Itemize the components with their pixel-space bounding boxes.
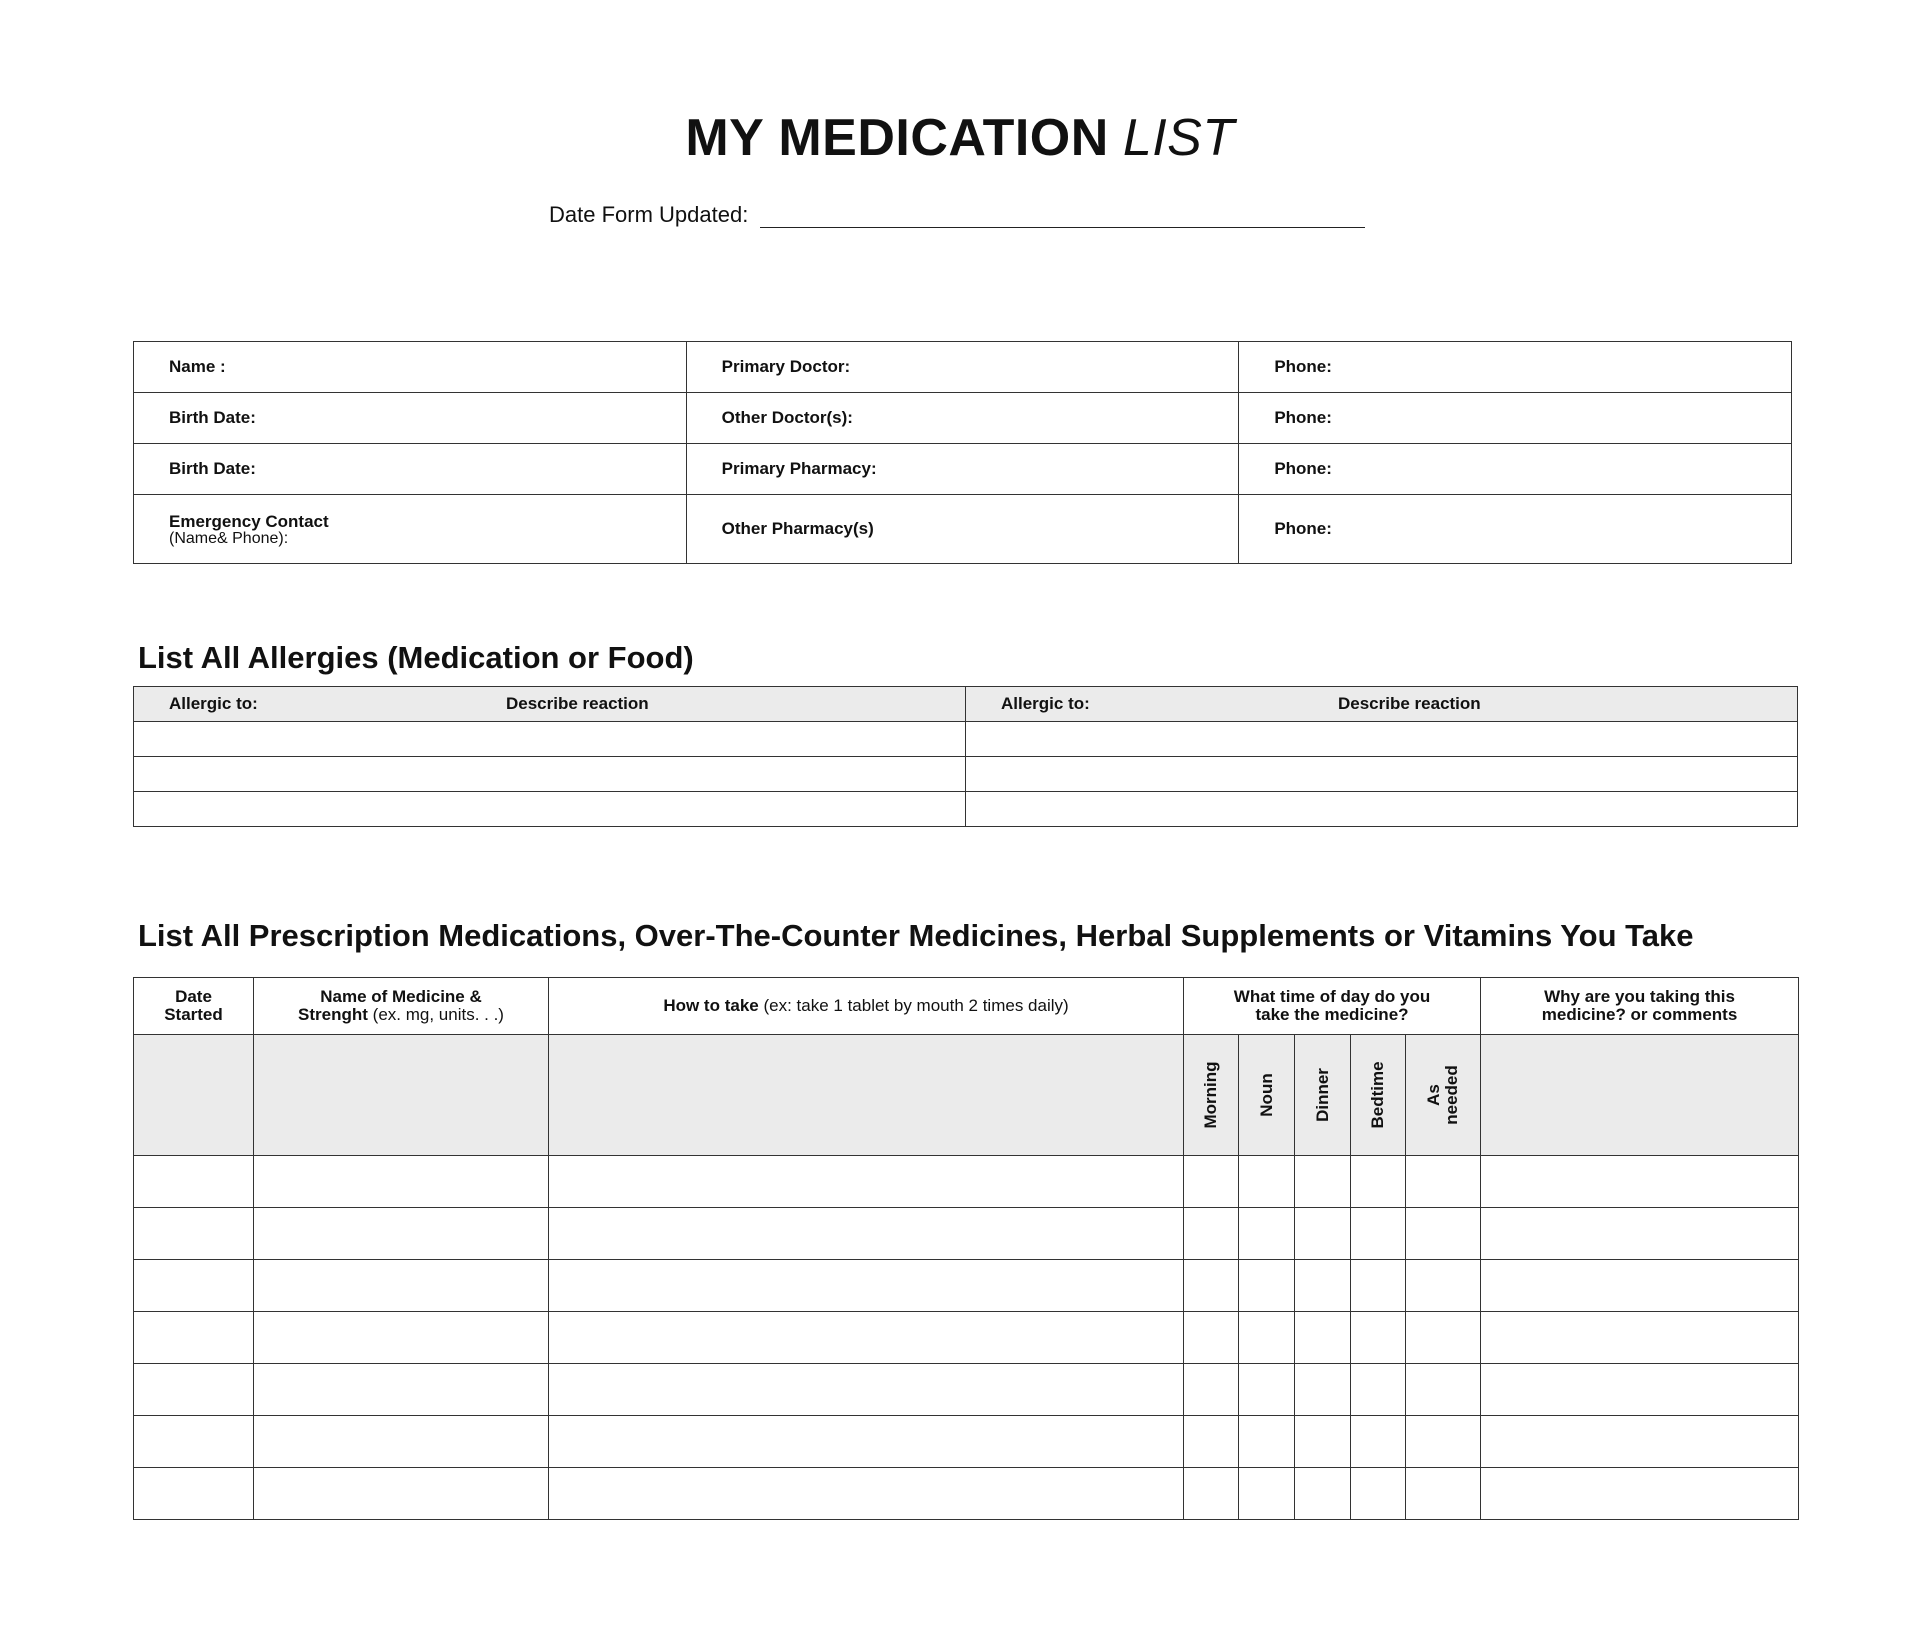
subheader-blank xyxy=(1481,1035,1799,1156)
col-how-to-take xyxy=(549,978,1184,1035)
allergies-header-row xyxy=(134,687,1798,722)
allergy-cell[interactable] xyxy=(134,722,966,757)
info-row xyxy=(134,342,1792,393)
other-pharmacy-field[interactable]: Other Pharmacy(s) xyxy=(686,495,1239,564)
medication-cell[interactable] xyxy=(1351,1260,1406,1312)
as-needed-line1: As xyxy=(1424,1084,1444,1106)
col-medicine-name xyxy=(254,978,549,1035)
medication-cell[interactable] xyxy=(1351,1364,1406,1416)
medication-cell[interactable] xyxy=(1406,1260,1481,1312)
medication-cell[interactable] xyxy=(134,1468,254,1520)
phone-field[interactable]: Phone: xyxy=(1239,495,1792,564)
medication-cell[interactable] xyxy=(1351,1312,1406,1364)
col-name-line2: Strenght xyxy=(298,1005,368,1024)
info-row xyxy=(134,393,1792,444)
time-bedtime xyxy=(1351,1035,1406,1156)
medication-cell[interactable] xyxy=(1239,1364,1295,1416)
medication-cell[interactable] xyxy=(549,1156,1184,1208)
medication-cell[interactable] xyxy=(1481,1260,1799,1312)
medication-row xyxy=(134,1416,1799,1468)
phone-field[interactable]: Phone: xyxy=(1239,342,1792,393)
medications-title: List All Prescription Medications, Over-The-Counter Medicines, Herbal Supplements or Vitamins You Take xyxy=(138,918,1694,953)
primary-pharmacy-field[interactable]: Primary Pharmacy: xyxy=(686,444,1239,495)
info-row xyxy=(134,495,1792,564)
birth-date-field[interactable]: Birth Date: xyxy=(134,444,687,495)
col-name-line1: Name of Medicine & xyxy=(320,987,482,1006)
page-title xyxy=(0,108,1920,168)
medication-cell[interactable] xyxy=(254,1416,549,1468)
medication-cell[interactable] xyxy=(549,1260,1184,1312)
col-date-line2: Started xyxy=(164,1005,223,1024)
medication-cell[interactable] xyxy=(1239,1156,1295,1208)
allergic-to-label: Allergic to: xyxy=(169,694,258,713)
medication-cell[interactable] xyxy=(134,1260,254,1312)
medication-cell[interactable] xyxy=(1481,1364,1799,1416)
subheader-blank xyxy=(549,1035,1184,1156)
medication-cell[interactable] xyxy=(1184,1312,1239,1364)
medication-cell[interactable] xyxy=(1239,1312,1295,1364)
medication-cell[interactable] xyxy=(134,1416,254,1468)
col-why-line1: Why are you taking this xyxy=(1544,987,1735,1006)
date-updated-label: Date Form Updated: xyxy=(549,202,749,227)
medication-row xyxy=(134,1364,1799,1416)
primary-doctor-field[interactable]: Primary Doctor: xyxy=(686,342,1239,393)
medication-row xyxy=(134,1208,1799,1260)
describe-reaction-label: Describe reaction xyxy=(1338,694,1481,713)
allergies-header-left xyxy=(134,687,966,722)
medication-row xyxy=(134,1156,1799,1208)
col-time-line2: take the medicine? xyxy=(1255,1005,1409,1024)
medication-cell[interactable] xyxy=(1184,1156,1239,1208)
emergency-contact-sub: (Name& Phone): xyxy=(169,530,289,547)
medication-cell[interactable] xyxy=(549,1468,1184,1520)
medication-cell[interactable] xyxy=(134,1208,254,1260)
medication-cell[interactable] xyxy=(1295,1468,1351,1520)
col-time-of-day xyxy=(1184,978,1481,1035)
other-doctors-field[interactable]: Other Doctor(s): xyxy=(686,393,1239,444)
allergy-cell[interactable] xyxy=(966,792,1798,827)
medication-cell[interactable] xyxy=(254,1208,549,1260)
as-needed-line2: needed xyxy=(1442,1065,1462,1125)
medication-cell[interactable] xyxy=(1481,1208,1799,1260)
allergies-table xyxy=(133,686,1798,827)
medication-cell[interactable] xyxy=(1406,1312,1481,1364)
info-row xyxy=(134,444,1792,495)
medication-cell[interactable] xyxy=(1184,1208,1239,1260)
time-bedtime-label: Bedtime xyxy=(1368,1061,1387,1129)
medication-cell[interactable] xyxy=(1295,1260,1351,1312)
medication-cell[interactable] xyxy=(549,1208,1184,1260)
medication-cell[interactable] xyxy=(1481,1416,1799,1468)
time-as-needed xyxy=(1406,1035,1481,1156)
col-why xyxy=(1481,978,1799,1035)
medication-cell[interactable] xyxy=(1351,1156,1406,1208)
col-how-example: (ex: take 1 tablet by mouth 2 times daily) xyxy=(763,996,1069,1015)
date-updated-row xyxy=(549,202,1365,228)
med-subheader-row xyxy=(134,1035,1799,1156)
allergy-row xyxy=(134,722,1798,757)
time-noon-label: Noun xyxy=(1256,1073,1276,1117)
medication-cell[interactable] xyxy=(254,1156,549,1208)
medication-cell[interactable] xyxy=(254,1260,549,1312)
time-dinner-label: Dinner xyxy=(1312,1068,1332,1122)
time-noon xyxy=(1239,1035,1295,1156)
medication-row xyxy=(134,1260,1799,1312)
medication-cell[interactable] xyxy=(1481,1468,1799,1520)
medication-cell[interactable] xyxy=(1406,1364,1481,1416)
medication-cell[interactable] xyxy=(1239,1416,1295,1468)
medication-cell[interactable] xyxy=(549,1416,1184,1468)
medication-row xyxy=(134,1468,1799,1520)
col-date-line1: Date xyxy=(175,987,212,1006)
medication-cell[interactable] xyxy=(1184,1364,1239,1416)
medication-cell[interactable] xyxy=(1239,1260,1295,1312)
allergy-row xyxy=(134,757,1798,792)
medication-cell[interactable] xyxy=(1351,1208,1406,1260)
describe-reaction-label: Describe reaction xyxy=(506,694,649,713)
medication-cell[interactable] xyxy=(254,1312,549,1364)
time-morning xyxy=(1184,1035,1239,1156)
emergency-contact-field[interactable] xyxy=(134,495,687,564)
medication-cell[interactable] xyxy=(1481,1312,1799,1364)
allergies-header-right xyxy=(966,687,1798,722)
emergency-contact-label: Emergency Contact xyxy=(169,512,329,531)
medication-cell[interactable] xyxy=(1295,1208,1351,1260)
allergy-cell[interactable] xyxy=(966,722,1798,757)
medication-cell[interactable] xyxy=(254,1468,549,1520)
medication-cell[interactable] xyxy=(1481,1156,1799,1208)
name-field[interactable]: Name : xyxy=(134,342,687,393)
allergy-cell[interactable] xyxy=(134,792,966,827)
allergy-cell[interactable] xyxy=(134,757,966,792)
medication-cell[interactable] xyxy=(1239,1208,1295,1260)
medication-cell[interactable] xyxy=(1351,1468,1406,1520)
medication-cell[interactable] xyxy=(134,1156,254,1208)
subheader-blank xyxy=(254,1035,549,1156)
medication-cell[interactable] xyxy=(1184,1468,1239,1520)
med-header-row xyxy=(134,978,1799,1035)
col-time-line1: What time of day do you xyxy=(1233,987,1431,1006)
medication-cell[interactable] xyxy=(1184,1260,1239,1312)
time-as-needed-label xyxy=(1425,1065,1461,1125)
col-why-line2: medicine? or comments xyxy=(1541,1005,1738,1024)
time-morning-label: Morning xyxy=(1201,1061,1220,1129)
medication-cell[interactable] xyxy=(134,1312,254,1364)
col-how-label: How to take xyxy=(663,996,759,1015)
col-date-started xyxy=(134,978,254,1035)
phone-field[interactable]: Phone: xyxy=(1239,393,1792,444)
medication-row xyxy=(134,1312,1799,1364)
medication-cell[interactable] xyxy=(1406,1208,1481,1260)
allergy-row xyxy=(134,792,1798,827)
medication-cell[interactable] xyxy=(1295,1156,1351,1208)
medication-cell[interactable] xyxy=(549,1364,1184,1416)
birth-date-field[interactable]: Birth Date: xyxy=(134,393,687,444)
medication-cell[interactable] xyxy=(1239,1468,1295,1520)
medication-cell[interactable] xyxy=(549,1312,1184,1364)
title-light: LIST xyxy=(1122,109,1235,167)
medications-table xyxy=(133,977,1799,1520)
allergies-title: List All Allergies (Medication or Food) xyxy=(138,640,694,675)
medication-cell[interactable] xyxy=(134,1364,254,1416)
subheader-blank xyxy=(134,1035,254,1156)
medication-cell[interactable] xyxy=(1406,1416,1481,1468)
medication-cell[interactable] xyxy=(1295,1312,1351,1364)
col-name-example: (ex. mg, units. . .) xyxy=(372,1005,504,1024)
allergic-to-label: Allergic to: xyxy=(1001,694,1090,713)
patient-info-table xyxy=(133,341,1792,564)
title-bold: MY MEDICATION xyxy=(685,109,1109,167)
time-dinner xyxy=(1295,1035,1351,1156)
date-updated-field[interactable] xyxy=(760,207,1365,228)
medication-cell[interactable] xyxy=(254,1364,549,1416)
phone-field[interactable]: Phone: xyxy=(1239,444,1792,495)
medication-cell[interactable] xyxy=(1184,1416,1239,1468)
medication-cell[interactable] xyxy=(1406,1156,1481,1208)
medication-cell[interactable] xyxy=(1295,1416,1351,1468)
allergy-cell[interactable] xyxy=(966,757,1798,792)
medication-cell[interactable] xyxy=(1406,1468,1481,1520)
med-body xyxy=(134,1156,1799,1520)
medication-cell[interactable] xyxy=(1295,1364,1351,1416)
medication-cell[interactable] xyxy=(1351,1416,1406,1468)
